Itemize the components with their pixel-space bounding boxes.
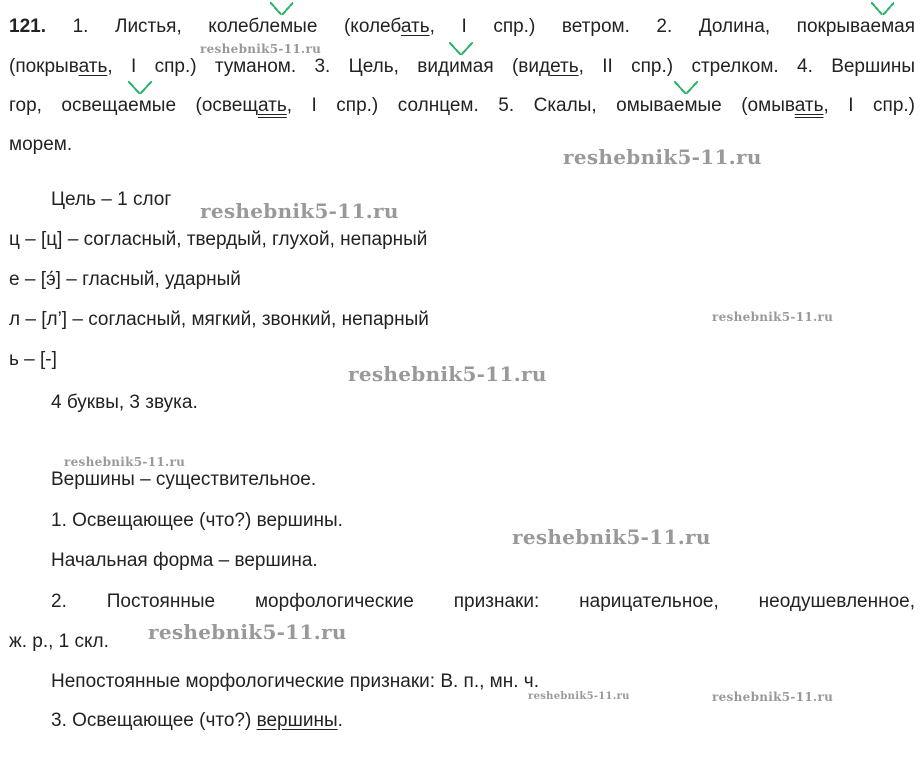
suffix-mark: ем (269, 16, 294, 37)
watermark-logo: reshebnik5-11.ru (348, 362, 547, 386)
watermark-logo: reshebnik5-11.ru (563, 145, 762, 169)
phonetics-letter-row: л – [л’] – согласный, мягкий, звонкий, непарный (9, 309, 429, 330)
exercise-line-4: морем. (9, 134, 73, 155)
suffix-mark: им (449, 56, 473, 77)
suffix-mark: ем (673, 95, 698, 116)
watermark-logo: reshebnik5-11.ru (712, 310, 834, 324)
verb-ending: ать (257, 95, 287, 116)
watermark-logo: reshebnik5-11.ru (712, 690, 834, 704)
phonetics-letter-row: ь – [-] (9, 349, 57, 370)
exercise-line-1: 121. 1. Листья, колеблемые (колебать, I спр.) ветром. 2. Долина, покрываемая (9, 16, 916, 37)
watermark-logo: reshebnik5-11.ru (148, 620, 347, 644)
morphology-point-2: 2. Постоянные морфологические признаки: нарицательное, неодушевленное, (51, 591, 915, 612)
verb-ending: ать (794, 95, 824, 116)
exercise-line-3: гор, освещаемые (освещать, I спр.) солнцем. 5. Скалы, омываемые (омывать, I спр.) (9, 95, 916, 116)
verb-ending: еть (550, 56, 579, 77)
watermark-logo: reshebnik5-11.ru (528, 691, 630, 702)
verb-ending: ать (400, 16, 430, 37)
morphology-initial-form: Начальная форма – вершина. (51, 550, 318, 571)
morphology-heading: Вершины – существительное. (51, 469, 317, 490)
suffix-mark: ем (128, 95, 152, 116)
phonetics-summary: 4 буквы, 3 звука. (51, 392, 198, 413)
phonetics-letter-row: ц – [ц] – согласный, твердый, глухой, непарный (9, 229, 428, 250)
phonetics-heading: Цель – 1 слог (51, 189, 172, 210)
verb-ending: ать (78, 56, 108, 77)
phonetics-letter-row: е – [э́] – гласный, ударный (9, 269, 241, 290)
underlined-word: вершины (256, 710, 338, 731)
morphology-point-3: 3. Освещающее (что?) вершины. (51, 710, 343, 731)
exercise-number: 121. (9, 16, 46, 37)
watermark-logo: reshebnik5-11.ru (512, 525, 711, 549)
morphology-point-2-cont: ж. р., 1 скл. (9, 631, 109, 652)
watermark-logo: reshebnik5-11.ru (200, 42, 322, 56)
exercise-line-2: (покрывать, I спр.) туманом. 3. Цель, видимая (видеть, II спр.) стрелком. 4. Вершины (9, 56, 915, 77)
suffix-mark: ем (870, 16, 895, 37)
morphology-point-1: 1. Освещающее (что?) вершины. (51, 510, 343, 531)
morphology-variable-features: Непостоянные морфологические признаки: В. п., мн. ч. (51, 671, 539, 692)
watermark-logo: reshebnik5-11.ru (64, 455, 186, 469)
watermark-logo: reshebnik5-11.ru (200, 199, 399, 223)
